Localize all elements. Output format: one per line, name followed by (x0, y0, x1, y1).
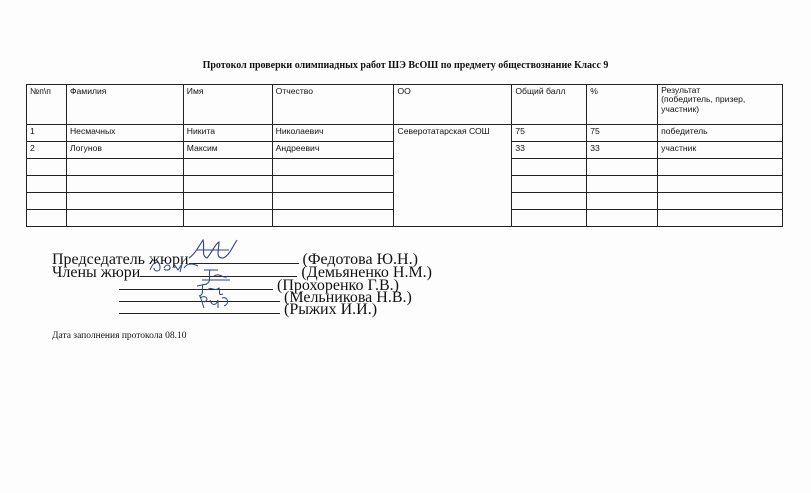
empty-cell (658, 159, 783, 176)
cell-name: Никита (183, 125, 272, 142)
col-header-surname: Фамилия (66, 85, 183, 125)
signature-underline (140, 267, 297, 277)
empty-cell (512, 176, 587, 193)
empty-cell (27, 210, 67, 227)
empty-cell (587, 159, 658, 176)
cell-surname: Несмачных (66, 125, 183, 142)
empty-cell (183, 210, 272, 227)
cell-number: 2 (27, 142, 67, 159)
cell-percent: 33 (587, 142, 658, 159)
empty-cell (27, 193, 67, 210)
empty-cell (587, 210, 658, 227)
empty-cell (183, 193, 272, 210)
empty-cell (183, 176, 272, 193)
cell-surname: Логунов (66, 142, 183, 159)
empty-cell (272, 210, 394, 227)
empty-cell (66, 210, 183, 227)
cell-number: 1 (27, 125, 67, 142)
col-header-percent: % (587, 85, 658, 125)
cell-percent: 75 (587, 125, 658, 142)
jury-member-4-name: (Рыжих И.И.) (284, 301, 378, 318)
jury-members-label: Члены жюри (52, 264, 141, 281)
empty-cell (658, 193, 783, 210)
empty-cell (587, 176, 658, 193)
signature-underline (119, 304, 280, 314)
jury-member-4-line (119, 301, 377, 319)
cell-score: 75 (512, 125, 587, 142)
empty-cell (27, 176, 67, 193)
empty-cell (512, 210, 587, 227)
cell-result: участник (658, 142, 783, 159)
protocol-date: Дата заполнения протокола 08.10 (52, 331, 187, 341)
cell-name: Максим (183, 142, 272, 159)
jury-member-1-name: (Демьяненко Н.М.) (301, 264, 432, 281)
empty-cell (27, 159, 67, 176)
col-header-result: Результат (победитель, призер, участник) (658, 85, 783, 125)
jury-member-3-name: (Мельникова Н.В.) (284, 289, 412, 306)
empty-cell (183, 159, 272, 176)
col-header-patronymic: Отчество (272, 85, 394, 125)
col-header-school: ОО (394, 85, 512, 125)
col-header-name: Имя (183, 85, 272, 125)
empty-cell (658, 176, 783, 193)
cell-score: 33 (512, 142, 587, 159)
empty-cell (272, 159, 394, 176)
empty-cell (512, 159, 587, 176)
table-row (27, 125, 783, 142)
jury-chair-name: (Федотова Ю.Н.) (302, 251, 418, 268)
empty-cell (66, 159, 183, 176)
empty-cell (66, 176, 183, 193)
empty-cell (272, 176, 394, 193)
cell-patronymic: Андреевич (272, 142, 394, 159)
page-title: Протокол проверки олимпиадных работ ШЭ ВсОШ по предмету обществознание Класс 9 (202, 60, 609, 71)
empty-cell (272, 193, 394, 210)
empty-cell (658, 210, 783, 227)
signature-underline (189, 254, 299, 264)
jury-member-2-name: (Прохоренко Г.В.) (277, 277, 399, 294)
table-header-row (27, 85, 783, 125)
empty-cell (512, 193, 587, 210)
cell-result: победитель (658, 125, 783, 142)
cell-patronymic: Николаевич (272, 125, 394, 142)
col-header-number: №п\п (27, 85, 67, 125)
empty-cell (587, 193, 658, 210)
results-table (26, 84, 783, 227)
jury-chair-label: Председатель жюри (52, 251, 189, 268)
col-header-score: Общий балл (512, 85, 587, 125)
cell-school: Северотатарская СОШ (394, 125, 512, 227)
empty-cell (66, 193, 183, 210)
